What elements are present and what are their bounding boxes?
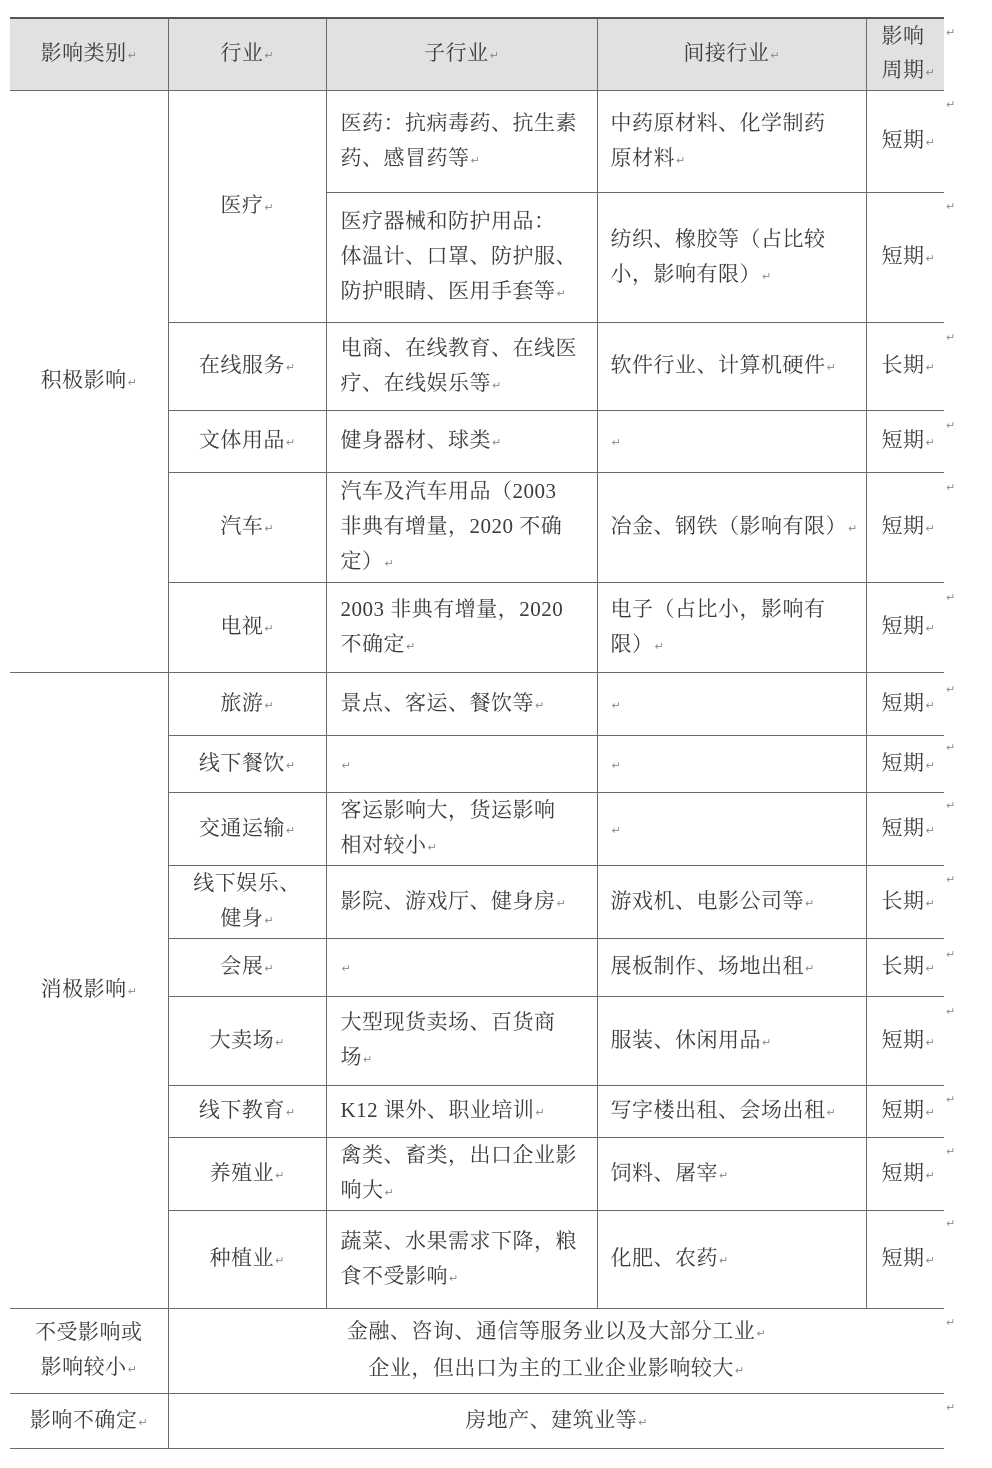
header-row	[10, 18, 944, 91]
row-end-mark: ↵	[946, 1145, 956, 1158]
sub-industry-cell: 大型现货卖场、百货商 场↵	[326, 997, 597, 1086]
indirect-industry-cell: 游戏机、电影公司等↵	[597, 866, 866, 939]
sub-industry-cell: 健身器材、球类↵	[326, 411, 597, 473]
industry-cell: 线下教育↵	[168, 1086, 326, 1138]
category-unaffected: 不受影响或 影响较小↵	[10, 1309, 168, 1394]
industry-cell: 电视↵	[168, 583, 326, 673]
industry-cell: 大卖场↵	[168, 997, 326, 1086]
indirect-industry-cell: ↵	[597, 736, 866, 793]
table-row	[10, 91, 944, 193]
row-end-mark: ↵	[946, 1217, 956, 1230]
industry-cell: 在线服务↵	[168, 323, 326, 411]
industry-cell: 交通运输↵	[168, 793, 326, 866]
indirect-industry-cell: 展板制作、场地出租↵	[597, 939, 866, 997]
sub-industry-cell: 禽类、畜类，出口企业影 响大↵	[326, 1138, 597, 1211]
header-sub-industry: 子行业↵	[326, 18, 597, 91]
industry-cell: 种植业↵	[168, 1211, 326, 1309]
industry-cell: 医疗↵	[168, 91, 326, 323]
row-end-mark: ↵	[946, 98, 956, 111]
indirect-industry-cell: ↵	[597, 673, 866, 736]
sub-industry-cell: 蔬菜、水果需求下降，粮 食不受影响↵	[326, 1211, 597, 1309]
row-end-mark: ↵	[946, 419, 956, 432]
sub-industry-cell: 客运影响大，货运影响 相对较小↵	[326, 793, 597, 866]
period-cell: 短期↵	[866, 1138, 944, 1211]
unaffected-industries-cell: 金融、咨询、通信等服务业以及大部分工业↵ 企业，但出口为主的工业企业影响较大↵	[168, 1309, 944, 1394]
row-end-mark: ↵	[946, 331, 956, 344]
category-positive: 积极影响↵	[10, 91, 168, 673]
table-row	[10, 1309, 944, 1394]
row-end-mark: ↵	[946, 481, 956, 494]
indirect-industry-cell: 纺织、橡胶等（占比较 小，影响有限）↵	[597, 193, 866, 323]
industry-cell: 会展↵	[168, 939, 326, 997]
period-cell: 短期↵	[866, 91, 944, 193]
row-end-mark: ↵	[946, 1316, 956, 1329]
row-end-mark: ↵	[946, 1093, 956, 1106]
sub-industry-cell: 汽车及汽车用品（2003 非典有增量，2020 不确 定）↵	[326, 473, 597, 583]
indirect-industry-cell: 化肥、农药↵	[597, 1211, 866, 1309]
industry-cell: 养殖业↵	[168, 1138, 326, 1211]
indirect-industry-cell: 冶金、钢铁（影响有限）↵	[597, 473, 866, 583]
row-end-mark: ↵	[946, 948, 956, 961]
industry-cell: 汽车↵	[168, 473, 326, 583]
row-end-mark: ↵	[946, 1401, 956, 1414]
industry-cell: 线下餐饮↵	[168, 736, 326, 793]
period-cell: 短期↵	[866, 997, 944, 1086]
header-industry: 行业↵	[168, 18, 326, 91]
sub-industry-cell: K12 课外、职业培训↵	[326, 1086, 597, 1138]
row-end-mark: ↵	[946, 591, 956, 604]
indirect-industry-cell: 软件行业、计算机硬件↵	[597, 323, 866, 411]
table-row	[10, 673, 944, 736]
period-cell: 长期↵	[866, 939, 944, 997]
header-period: 影响 周期↵	[866, 18, 944, 91]
indirect-industry-cell: 写字楼出租、会场出租↵	[597, 1086, 866, 1138]
period-cell: 短期↵	[866, 793, 944, 866]
indirect-industry-cell: 服装、休闲用品↵	[597, 997, 866, 1086]
sub-industry-cell: 影院、游戏厅、健身房↵	[326, 866, 597, 939]
sub-industry-cell: 景点、客运、餐饮等↵	[326, 673, 597, 736]
indirect-industry-cell: ↵	[597, 793, 866, 866]
sub-industry-cell: 2003 非典有增量，2020 不确定↵	[326, 583, 597, 673]
sub-industry-cell: 电商、在线教育、在线医 疗、在线娱乐等↵	[326, 323, 597, 411]
indirect-industry-cell: 饲料、屠宰↵	[597, 1138, 866, 1211]
period-cell: 短期↵	[866, 583, 944, 673]
sub-industry-cell: 医疗器械和防护用品： 体温计、口罩、防护服、 防护眼睛、医用手套等↵	[326, 193, 597, 323]
sub-industry-cell: ↵	[326, 939, 597, 997]
industry-cell: 文体用品↵	[168, 411, 326, 473]
row-end-mark: ↵	[946, 683, 956, 696]
period-cell: 短期↵	[866, 193, 944, 323]
period-cell: 短期↵	[866, 1086, 944, 1138]
period-cell: 短期↵	[866, 411, 944, 473]
sub-industry-cell: ↵	[326, 736, 597, 793]
uncertain-industries-cell: 房地产、建筑业等↵	[168, 1394, 944, 1449]
period-cell: 长期↵	[866, 866, 944, 939]
header-category: 影响类别↵	[10, 18, 168, 91]
row-end-mark: ↵	[946, 200, 956, 213]
period-cell: 短期↵	[866, 473, 944, 583]
industry-cell: 旅游↵	[168, 673, 326, 736]
row-end-mark: ↵	[946, 1005, 956, 1018]
impact-table	[10, 17, 944, 1449]
category-uncertain: 影响不确定↵	[10, 1394, 168, 1449]
indirect-industry-cell: 中药原材料、化学制药 原材料↵	[597, 91, 866, 193]
table-row	[10, 1394, 944, 1449]
category-negative: 消极影响↵	[10, 673, 168, 1309]
row-end-mark: ↵	[946, 799, 956, 812]
header-indirect-industry: 间接行业↵	[597, 18, 866, 91]
row-end-mark: ↵	[946, 26, 956, 39]
period-cell: 短期↵	[866, 673, 944, 736]
indirect-industry-cell: 电子（占比小，影响有 限）↵	[597, 583, 866, 673]
row-end-mark: ↵	[946, 741, 956, 754]
period-cell: 短期↵	[866, 1211, 944, 1309]
period-cell: 短期↵	[866, 736, 944, 793]
industry-cell: 线下娱乐、 健身↵	[168, 866, 326, 939]
sub-industry-cell: 医药：抗病毒药、抗生素 药、感冒药等↵	[326, 91, 597, 193]
row-end-mark: ↵	[946, 873, 956, 886]
period-cell: 长期↵	[866, 323, 944, 411]
indirect-industry-cell: ↵	[597, 411, 866, 473]
